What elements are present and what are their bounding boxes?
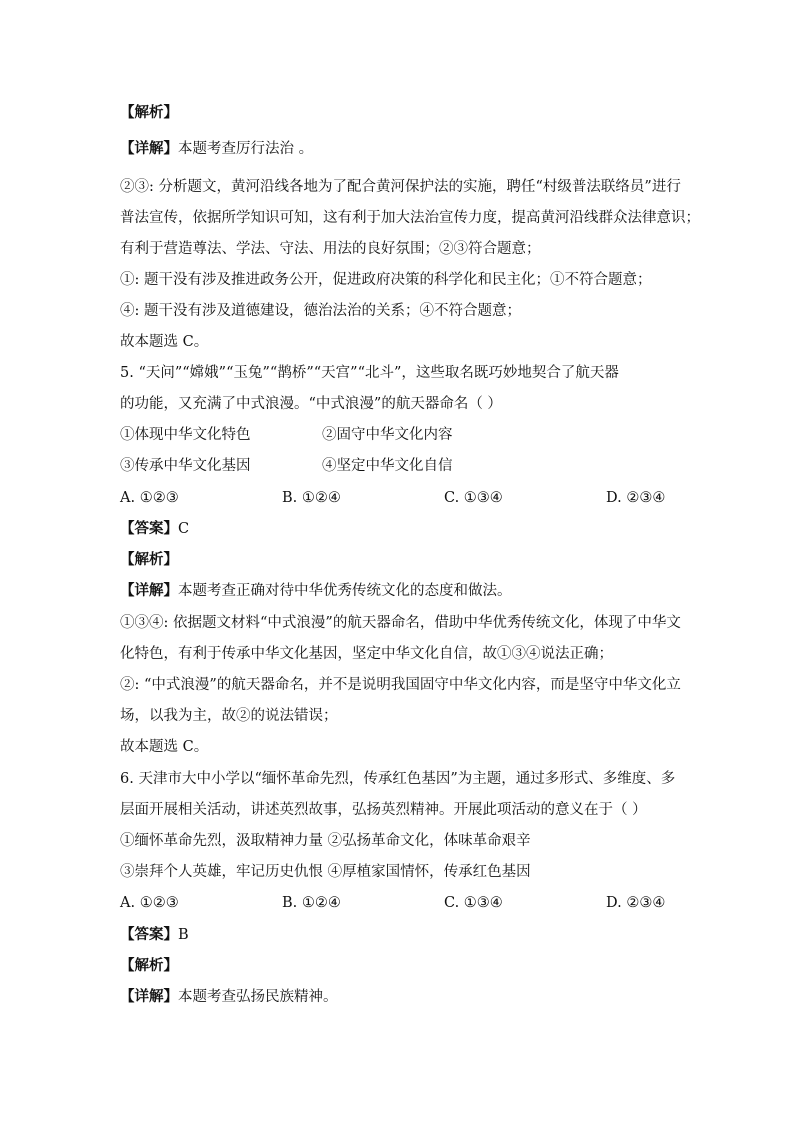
explanation-line: 场，以我为主，故②的说法错误； <box>120 708 338 724</box>
answer-line <box>120 926 189 944</box>
answer-value: C <box>178 521 190 537</box>
answer-value: B <box>178 927 189 943</box>
statement-4: ④坚定中华文化自信 <box>322 458 453 474</box>
question-5-stem: 的功能，又充满了中式浪漫。“中式浪漫”的航天器命名（ ） <box>120 396 502 412</box>
statement-3: ③传承中华文化基因 <box>120 458 251 474</box>
detail-line <box>120 582 512 600</box>
option-a: A. ①②③ <box>120 490 179 506</box>
question-5-stem: 5. “天问”“嫦娥”“玉兔”“鹊桥”“天宫”“北斗”，这些取名既巧妙地契合了航天器 <box>120 365 619 381</box>
explanation-line: ①: 题干没有涉及推进政务公开，促进政府决策的科学化和民主化；①不符合题意； <box>120 272 652 288</box>
option-a: A. ①②③ <box>120 895 179 911</box>
detail-text: 本题考查弘扬民族精神。 <box>178 989 338 1005</box>
explanation-line: ④: 题干没有涉及道德建设，德治法治的关系；④不符合题意； <box>120 303 521 319</box>
option-d: D. ②③④ <box>606 490 666 506</box>
explanation-line: 普法宣传，依据所学知识可知，这有利于加大法治宣传力度，提高黄河沿线群众法律意识； <box>120 210 700 226</box>
analysis-heading: 【解析】 <box>120 552 178 568</box>
explanation-line: ②③: 分析题文，黄河沿线各地为了配合黄河保护法的实施，聘任“村级普法联络员”进行 <box>120 179 681 195</box>
statements-line: ③崇拜个人英雄，牢记历史仇恨 ④厚植家国情怀，传承红色基因 <box>120 864 531 880</box>
detail-label: 【详解】 <box>120 583 178 599</box>
detail-line <box>120 140 313 158</box>
detail-label: 【详解】 <box>120 989 178 1005</box>
detail-text: 本题考查厉行法治 。 <box>178 141 314 157</box>
question-6-stem: 6. 天津市大中小学以“缅怀革命先烈，传承红色基因”为主题，通过多形式、多维度、多 <box>120 771 676 787</box>
analysis-heading: 【解析】 <box>120 105 178 121</box>
explanation-line: 有利于营造尊法、学法、守法、用法的良好氛围；②③符合题意； <box>120 241 541 257</box>
analysis-heading: 【解析】 <box>120 958 178 974</box>
answer-line <box>120 520 189 538</box>
option-b: B. ①②④ <box>282 895 341 911</box>
option-b: B. ①②④ <box>282 490 341 506</box>
detail-label: 【详解】 <box>120 141 178 157</box>
detail-text: 本题考查正确对待中华优秀传统文化的态度和做法。 <box>178 583 512 599</box>
statement-2: ②固守中华文化内容 <box>322 427 453 443</box>
conclusion-line: 故本题选 C。 <box>120 334 209 350</box>
statements-line: ①缅怀革命先烈，汲取精神力量 ②弘扬革命文化，体味革命艰辛 <box>120 833 531 849</box>
option-c: C. ①③④ <box>444 490 503 506</box>
conclusion-line: 故本题选 C。 <box>120 739 209 755</box>
answer-label: 【答案】 <box>120 927 178 943</box>
option-d: D. ②③④ <box>606 895 666 911</box>
detail-line <box>120 988 338 1006</box>
statement-1: ①体现中华文化特色 <box>120 427 251 443</box>
option-c: C. ①③④ <box>444 895 503 911</box>
question-6-stem: 层面开展相关活动，讲述英烈故事，弘扬英烈精神。开展此项活动的意义在于（ ） <box>120 802 647 818</box>
explanation-line: 化特色，有利于传承中华文化基因，坚定中华文化自信，故①③④说法正确； <box>120 646 613 662</box>
explanation-line: ②: “中式浪漫”的航天器命名，并不是说明我国固守中华文化内容，而是坚守中华文化立 <box>120 677 681 693</box>
explanation-line: ①③④: 依据题文材料“中式浪漫”的航天器命名，借助中华优秀传统文化，体现了中华文 <box>120 615 681 631</box>
answer-label: 【答案】 <box>120 521 178 537</box>
